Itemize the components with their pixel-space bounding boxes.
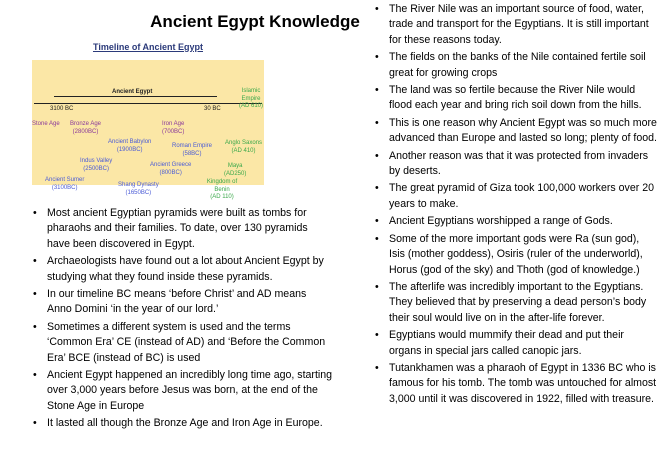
label-indus-valley — [80, 158, 112, 173]
label-ancient-greece — [150, 162, 191, 177]
label-text: Iron Age — [162, 121, 185, 127]
label-text: Bronze Age — [70, 121, 102, 127]
page-title: Ancient Egypt Knowledge — [150, 12, 360, 31]
timeline-title: Timeline of Ancient Egypt — [92, 42, 203, 52]
timeline-background — [32, 60, 264, 200]
label-text: Shang Dynasty — [118, 182, 159, 188]
label-shang-dynasty — [118, 182, 159, 197]
list-item: • Ancient Egyptians worshipped a range of Gods. — [375, 214, 657, 229]
list-item: • The afterlife was incredibly important to the Egyptians. They believed that by preserving a dead person’s body their soul would live on in the after-life forever. — [375, 280, 657, 326]
label-text: Kingdom of Benin — [206, 179, 238, 193]
label-date: (800BC) — [159, 169, 182, 176]
list-item: • Sometimes a different system is used and the terms ‘Common Era’ CE (instead of AD) and ‘Before the Common Era’ BCE (instead of BC) is used — [33, 320, 333, 366]
label-date: (700BC) — [162, 128, 185, 135]
label-date: (2500BC) — [83, 165, 109, 172]
list-item: • Ancient Egypt happened an incredibly long time ago, starting over 3,000 years before Jesus was born, at the end of the Stone Age in Europe — [33, 368, 333, 414]
label-text: Roman Empire — [172, 143, 213, 149]
label-date: (AD 110) — [210, 194, 234, 200]
timeline-axis — [34, 103, 262, 104]
list-item: • Egyptians would mummify their dead and put their organs in special jars called canopic jars. — [375, 328, 657, 359]
label-text: Ancient Babylon — [108, 139, 152, 145]
list-item: • The River Nile was an important source of food, water, trade and transport for the Egyptians. It is still important for these reasons today. — [375, 2, 657, 48]
list-item: • Archaeologists have found out a lot about Ancient Egypt by studying what they found inside these pyramids. — [33, 254, 333, 285]
list-item: • The fields on the banks of the Nile contained fertile soil great for growing crops — [375, 50, 657, 81]
label-stone-age — [32, 121, 60, 129]
end-label: 30 BC — [204, 106, 221, 112]
label-date: (2800BC) — [72, 128, 99, 135]
timeline-image — [30, 40, 266, 200]
label-text: Maya — [227, 163, 243, 169]
label-ancient-sumer — [45, 177, 84, 192]
list-item: • It lasted all though the Bronze Age and Iron Age in Europe. — [33, 416, 333, 431]
label-date: (AD250) — [224, 170, 247, 177]
label-text: Islamic Empire — [241, 88, 261, 102]
list-item: • Another reason was that it was protected from invaders by deserts. — [375, 149, 657, 180]
label-bronze-age — [70, 121, 101, 136]
label-ancient-babylon — [108, 139, 151, 154]
label-text: Stone Age — [32, 121, 60, 127]
list-item: • The land was so fertile because the River Nile would flood each year and bring rich soil down from the hills. — [375, 83, 657, 114]
label-date: (58BC) — [182, 150, 202, 157]
label-text: Ancient Sumer — [45, 177, 85, 183]
start-label: 3100 BC — [50, 106, 74, 112]
label-date: (AD 410) — [231, 147, 256, 154]
label-iron-age — [162, 121, 184, 136]
label-date: (1900BC) — [116, 146, 143, 153]
label-date: (AD 610) — [238, 103, 263, 109]
label-date: (1650BC) — [125, 189, 152, 196]
label-islamic-empire — [238, 88, 264, 111]
list-item: • The great pyramid of Giza took 100,000 workers over 20 years to make. — [375, 181, 657, 212]
label-maya — [224, 163, 246, 178]
span-label: Ancient Egypt — [112, 89, 153, 95]
label-roman-empire — [172, 143, 212, 158]
label-text: Indus Valley — [80, 158, 113, 164]
label-text: Ancient Greece — [150, 162, 192, 168]
label-anglo-saxons — [225, 140, 262, 155]
list-item: • Some of the more important gods were Ra (sun god), Isis (mother goddess), Osiris (ruler of the underworld), Horus (god of the sky) and Thoth (god of knowledge.) — [375, 232, 657, 278]
list-item: • Most ancient Egyptian pyramids were built as tombs for pharaohs and their families. To date, over 130 pyramids have been discovered in Egypt. — [33, 206, 333, 252]
left-bullet-list — [33, 206, 333, 434]
list-item: • Tutankhamen was a pharaoh of Egypt in 1336 BC who is famous for his tomb. The tomb was untouched for almost 3,000 until it was discovered in 1922, filled with treasure. — [375, 361, 657, 407]
label-kingdom-of-benin — [202, 179, 242, 202]
list-item: • This is one reason why Ancient Egypt was so much more advanced than Europe and lasted so long; plenty of food. — [375, 116, 657, 147]
list-item: • In our timeline BC means ‘before Christ’ and AD means Anno Domini ‘in the year of our lord.’ — [33, 287, 333, 318]
right-bullet-list — [375, 2, 657, 409]
label-text: Anglo Saxons — [225, 140, 263, 146]
label-date: (3100BC) — [51, 184, 78, 191]
